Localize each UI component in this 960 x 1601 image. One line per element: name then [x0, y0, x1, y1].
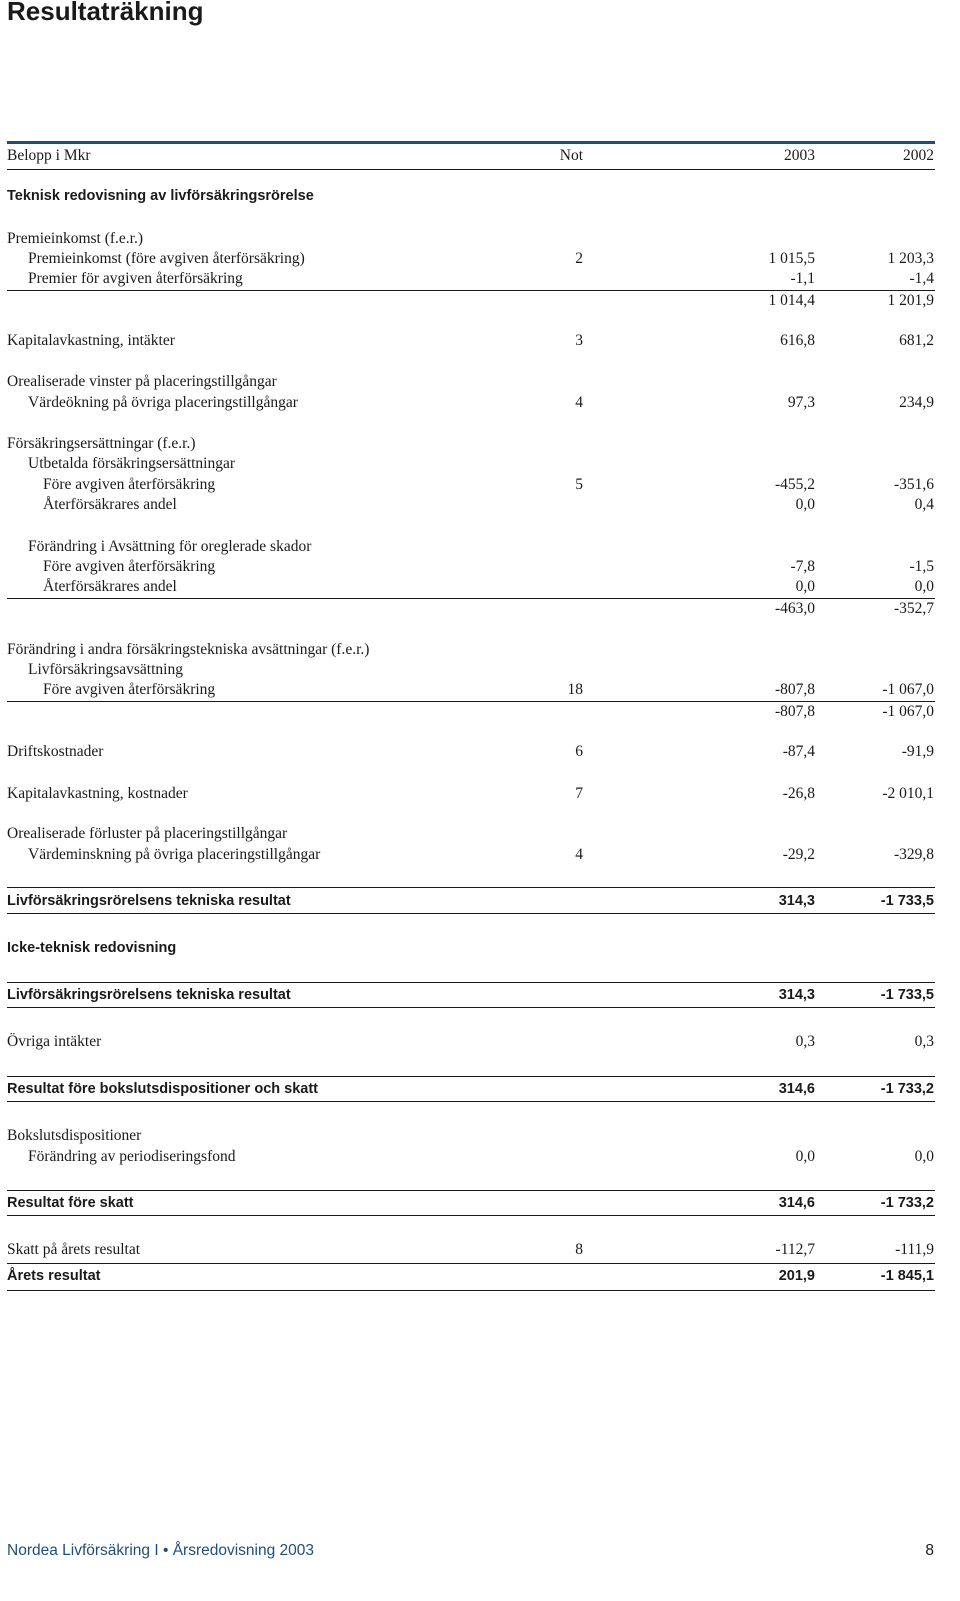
value-2003: 1 015,5 [768, 250, 815, 267]
subtotal-row [0, 702, 960, 722]
value-2002: -1,4 [909, 270, 934, 287]
note-column-header: Not [559, 147, 583, 164]
value-2002: -1 733,5 [880, 987, 934, 1003]
value-2002: -329,8 [893, 846, 934, 863]
section-heading-label: Icke-teknisk redovisning [7, 940, 177, 956]
value-2002: 1 203,3 [887, 250, 934, 267]
group-heading [0, 660, 960, 680]
row-label: Utbetalda försäkringsersättningar [28, 455, 236, 472]
table-row [0, 742, 960, 762]
table-row [0, 1240, 960, 1260]
note-ref: 4 [575, 394, 583, 411]
table-row [0, 1147, 960, 1167]
value-2002: -91,9 [901, 743, 934, 760]
note-ref: 18 [567, 681, 583, 698]
total-rule [7, 1101, 935, 1102]
row-label: Värdeökning på övriga placeringstillgångar [28, 394, 298, 411]
note-ref: 6 [575, 743, 583, 760]
header-rule [7, 141, 935, 144]
table-row [0, 495, 960, 515]
year-2002-header: 2002 [903, 147, 934, 164]
total-rule [7, 887, 935, 888]
value-2002: 681,2 [899, 332, 934, 349]
page-title: Resultaträkning [7, 0, 204, 26]
footer [7, 1541, 314, 1561]
row-label: Försäkringsersättningar (f.e.r.) [7, 435, 196, 452]
note-ref: 8 [575, 1241, 583, 1258]
row-label: Bokslutsdispositioner [7, 1127, 142, 1144]
row-label: Premieinkomst (f.e.r.) [7, 230, 144, 247]
total-row [0, 1079, 960, 1099]
row-label: Årets resultat [7, 1268, 101, 1284]
group-heading [0, 640, 960, 660]
row-label: Orealiserade förluster på placeringstillgångar [7, 825, 288, 842]
value-2003: -7,8 [790, 558, 815, 575]
value-2002: -1 733,2 [880, 1081, 934, 1097]
value-2003: -112,7 [775, 1241, 815, 1258]
subtotal-row [0, 291, 960, 311]
row-label: Premier för avgiven återförsäkring [28, 270, 243, 287]
value-2003: -87,4 [782, 743, 815, 760]
value-2003: 616,8 [780, 332, 815, 349]
page-number: 8 [925, 1542, 934, 1559]
group-heading [0, 1126, 960, 1146]
row-label: Före avgiven återförsäkring [43, 476, 216, 493]
section-heading-label: Teknisk redovisning av livförsäkringsrörelse [7, 188, 314, 204]
footer-bullet: • [162, 1542, 169, 1559]
row-label: Före avgiven återförsäkring [43, 681, 216, 698]
note-ref: 5 [575, 476, 583, 493]
table-row [0, 393, 960, 413]
table-row [0, 269, 960, 289]
note-ref: 2 [575, 250, 583, 267]
row-label: Livförsäkringsavsättning [28, 661, 183, 678]
value-2002: -1,5 [909, 558, 934, 575]
value-2002: 0,0 [914, 578, 934, 595]
row-label: Övriga intäkter [7, 1033, 102, 1050]
group-heading [0, 372, 960, 392]
note-ref: 3 [575, 332, 583, 349]
amount-unit-label: Belopp i Mkr [7, 147, 91, 164]
table-row [0, 331, 960, 351]
value-2003: 97,3 [787, 394, 815, 411]
table-row [0, 1032, 960, 1052]
value-2003: 0,0 [795, 578, 815, 595]
total-row [0, 1266, 960, 1286]
group-heading [0, 229, 960, 249]
value-2003: 0,3 [795, 1033, 815, 1050]
value-2003: -463,0 [774, 600, 815, 617]
value-2003: 314,6 [778, 1081, 815, 1097]
value-2003: -26,8 [782, 785, 815, 802]
value-2002: 0,4 [914, 496, 934, 513]
value-2002: -1 067,0 [882, 703, 934, 720]
value-2003: 0,0 [795, 496, 815, 513]
value-2002: -2 010,1 [882, 785, 934, 802]
row-label: Värdeminskning på övriga placeringstillgångar [28, 846, 321, 863]
value-2003: 314,6 [778, 1195, 815, 1211]
row-label: Kapitalavkastning, intäkter [7, 332, 175, 349]
row-label: Före avgiven återförsäkring [43, 558, 216, 575]
row-label: Resultat före bokslutsdispositioner och skatt [7, 1081, 318, 1097]
value-2003: 201,9 [778, 1268, 815, 1284]
footer-company: Nordea Livförsäkring I [7, 1542, 159, 1559]
row-label: Premieinkomst (före avgiven återförsäkring) [28, 250, 305, 267]
value-2002: 234,9 [899, 394, 934, 411]
total-rule [7, 1290, 935, 1291]
value-2002: -1 733,2 [880, 1195, 934, 1211]
row-label: Orealiserade vinster på placeringstillgångar [7, 373, 277, 390]
value-2002: -111,9 [895, 1241, 934, 1258]
value-2003: 314,3 [778, 893, 815, 909]
table-row [0, 577, 960, 597]
group-heading [0, 537, 960, 557]
table-row [0, 784, 960, 804]
row-label: Livförsäkringsrörelsens tekniska resultat [7, 893, 291, 909]
table-row [0, 557, 960, 577]
value-2003: 0,0 [795, 1148, 815, 1165]
section-heading [0, 938, 960, 958]
value-2002: 0,3 [914, 1033, 934, 1050]
value-2003: -29,2 [782, 846, 815, 863]
footer-report: Årsredovisning 2003 [172, 1542, 314, 1559]
row-label: Förändring i andra försäkringstekniska avsättningar (f.e.r.) [7, 641, 370, 658]
year-2003-header: 2003 [784, 147, 815, 164]
total-rule [7, 1190, 935, 1191]
row-label: Återförsäkrares andel [43, 578, 177, 595]
total-row [0, 1193, 960, 1213]
total-row [0, 985, 960, 1005]
value-2003: -807,8 [774, 681, 815, 698]
table-row [0, 249, 960, 269]
value-2002: 0,0 [914, 1148, 934, 1165]
row-label: Livförsäkringsrörelsens tekniska resultat [7, 987, 291, 1003]
group-heading [0, 824, 960, 844]
column-header-row [0, 146, 960, 166]
total-rule [7, 1007, 935, 1008]
row-label: Kapitalavkastning, kostnader [7, 785, 188, 802]
table-row [0, 475, 960, 495]
value-2002: -1 733,5 [880, 893, 934, 909]
value-2003: -807,8 [774, 703, 815, 720]
subtotal-row [0, 599, 960, 619]
total-rule [7, 1076, 935, 1077]
group-heading [0, 434, 960, 454]
section-heading [0, 186, 960, 206]
group-heading [0, 454, 960, 474]
table-row [0, 845, 960, 865]
row-label: Förändring av periodiseringsfond [28, 1148, 236, 1165]
total-row [0, 891, 960, 911]
total-rule [7, 913, 935, 914]
note-ref: 4 [575, 846, 583, 863]
row-label: Förändring i Avsättning för oreglerade skador [28, 538, 312, 555]
value-2002: -351,6 [893, 476, 934, 493]
header-underline [7, 169, 935, 170]
value-2003: -455,2 [774, 476, 815, 493]
value-2003: -1,1 [790, 270, 815, 287]
value-2003: 1 014,4 [768, 292, 815, 309]
row-label: Resultat före skatt [7, 1195, 134, 1211]
table-row [0, 680, 960, 700]
note-ref: 7 [575, 785, 583, 802]
value-2002: -1 845,1 [880, 1268, 934, 1284]
total-rule [7, 1215, 935, 1216]
value-2002: 1 201,9 [887, 292, 934, 309]
value-2003: 314,3 [778, 987, 815, 1003]
value-2002: -1 067,0 [882, 681, 934, 698]
row-label: Återförsäkrares andel [43, 496, 177, 513]
row-label: Driftskostnader [7, 743, 104, 760]
total-rule [7, 1263, 935, 1264]
total-rule [7, 982, 935, 983]
row-label: Skatt på årets resultat [7, 1241, 140, 1258]
value-2002: -352,7 [893, 600, 934, 617]
